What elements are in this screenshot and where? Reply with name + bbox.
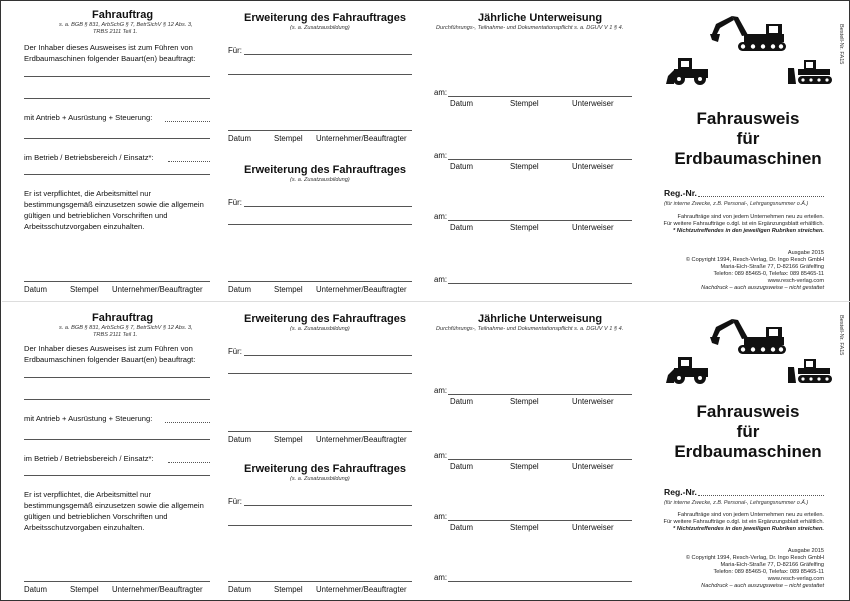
erw1-stempel: Stempel [274,435,303,444]
erweiterung-signature-2[interactable] [228,281,412,282]
betrieb-label: im Betrieb / Betriebsbereich / Einsatz*: [24,454,154,463]
bauart-line-2[interactable] [24,399,210,400]
erweiterung-subtitle-1: (s. a. Zusatzausbildung) [290,25,350,31]
bauart-line-1[interactable] [24,76,210,77]
cover-notes [652,214,824,235]
unterweisung-line-1[interactable] [448,96,632,97]
publisher-info [652,548,824,590]
cover-note-3: * Nichtzutreffendes in den jeweiligen Rubriken streichen. [673,228,824,234]
footer-unternehmer: Unternehmer/Beauftragter [112,585,203,594]
erw2-stempel: Stempel [274,285,303,294]
u3-datum: Datum [450,223,473,232]
antrieb-field[interactable] [165,121,210,122]
intro-text: Der Inhaber dieses Ausweises ist zum Führen von Erdbaumaschinen folgender Bauart(en) beauftragt: [24,43,196,63]
u2-stempel: Stempel [510,462,539,471]
cover-note-1: Fahraufträge sind von jedem Unternehmen neu zu erteilen. [677,512,824,518]
fahrauftrag-panel [2,301,216,600]
footer-stempel: Stempel [70,285,99,294]
betrieb-field[interactable] [168,161,210,162]
u2-datum: Datum [450,462,473,471]
erw1-datum: Datum [228,134,251,143]
unterweisung-line-4[interactable] [448,581,632,582]
bulldozer-icon [786,56,834,86]
cover-title-line3: Erdbaumaschinen [674,149,822,168]
license-card-2 [2,301,850,600]
cover-title-line1: Fahrausweis [696,109,800,128]
u1-stempel: Stempel [510,397,539,406]
wheel-loader-icon [666,52,712,86]
signature-line[interactable] [24,581,210,582]
u2-unterweiser: Unterweiser [572,462,614,471]
verpflichtung-text: Er ist verpflichtet, die Arbeitsmittel nur bestimmungsgemäß einzusetzen sowie die allgemein gültigen und betrieblichen Vorschriften und Arbeitsschutzvorgaben einzuhalten. [24,189,204,231]
law-reference-line2: TRBS 2111 Teil 1. [93,29,138,35]
erw2-unternehmer: Unternehmer/Beauftragter [316,585,407,594]
publisher-line-1: Ausgabe 2015 [787,548,824,554]
publisher-line-1: Ausgabe 2015 [787,250,824,256]
fuer-field-1[interactable] [244,355,412,356]
publisher-line-5: www.resch-verlag.com [767,576,824,582]
erweiterung-signature-1[interactable] [228,130,412,131]
reg-note: (für interne Zwecke, z.B. Personal-, Lehrgangsnummer o.Ä.) [664,500,809,506]
erweiterung-panel [216,2,424,301]
fuer-field-2[interactable] [244,206,412,207]
erw1-unternehmer: Unternehmer/Beauftragter [316,435,407,444]
u1-stempel: Stempel [510,99,539,108]
u3-stempel: Stempel [510,523,539,532]
law-reference-line1: s. a. BGB § 831, ArbSchG § 7, BetrSichV § 12 Abs. 3, [59,22,193,28]
cover-note-1: Fahraufträge sind von jedem Unternehmen neu zu erteilen. [677,214,824,220]
erw1-unternehmer: Unternehmer/Beauftragter [316,134,407,143]
unterweisung-line-3[interactable] [448,220,632,221]
erweiterung-line-1b[interactable] [228,74,412,75]
erweiterung-signature-1[interactable] [228,431,412,432]
am-label-4: am: [434,573,447,582]
publisher-line-2: © Copyright 1994, Resch-Verlag, Dr. Ingo Resch GmbH [685,555,824,561]
betrieb-field[interactable] [168,462,210,463]
excavator-icon [708,317,788,355]
erw1-stempel: Stempel [274,134,303,143]
am-label-3: am: [434,512,447,521]
erweiterung-title-2: Erweiterung des Fahrauftrages [244,164,406,176]
erweiterung-line-1b[interactable] [228,373,412,374]
antrieb-label: mit Antrieb + Ausrüstung + Steuerung: [24,113,153,122]
u1-unterweiser: Unterweiser [572,397,614,406]
u3-unterweiser: Unterweiser [572,223,614,232]
am-label-2: am: [434,451,447,460]
am-label-4: am: [434,275,447,284]
wheel-loader-icon [666,351,712,385]
u3-unterweiser: Unterweiser [572,523,614,532]
u1-datum: Datum [450,99,473,108]
order-number: Bestell-Nr. FA15 [838,315,844,356]
reg-number-field[interactable] [698,196,824,197]
u1-datum: Datum [450,397,473,406]
antrieb-line[interactable] [24,138,210,139]
unterweisung-title: Jährliche Unterweisung [478,12,603,24]
unterweisung-line-1[interactable] [448,394,632,395]
erweiterung-panel [216,301,424,600]
unterweisung-title: Jährliche Unterweisung [478,313,603,325]
u3-stempel: Stempel [510,223,539,232]
unterweisung-line-2[interactable] [448,459,632,460]
fuer-field-2[interactable] [244,505,412,506]
erw2-unternehmer: Unternehmer/Beauftragter [316,285,407,294]
erweiterung-title-2: Erweiterung des Fahrauftrages [244,463,406,475]
publisher-line-4: Telefon: 089 85465-0, Telefax: 089 85465-11 [713,271,824,277]
u2-datum: Datum [450,162,473,171]
erweiterung-line-2b[interactable] [228,224,412,225]
reg-label: Reg.-Nr. [664,188,697,198]
cover-note-2: Für weitere Fahraufträge o.dgl. ist ein Ergänzungsblatt erhältlich. [663,519,824,525]
fuer-label-2: Für: [228,198,242,207]
reg-note: (für interne Zwecke, z.B. Personal-, Lehrgangsnummer o.Ä.) [664,201,809,207]
am-label-2: am: [434,151,447,160]
license-card-1 [2,2,850,301]
fahrauftrag-title: Fahrauftrag [92,9,154,21]
u2-unterweiser: Unterweiser [572,162,614,171]
cover-panel [646,2,850,301]
bauart-line-2[interactable] [24,98,210,99]
erweiterung-line-2b[interactable] [228,525,412,526]
u3-datum: Datum [450,523,473,532]
unterweisung-line-4[interactable] [448,283,632,284]
cover-notes [652,512,824,533]
publisher-info [652,250,824,292]
am-label-1: am: [434,88,447,97]
cover-note-3: * Nichtzutreffendes in den jeweiligen Rubriken streichen. [673,526,824,532]
cover-title-line3: Erdbaumaschinen [674,442,822,461]
publisher-line-3: Maria-Eich-Straße 77, D-82166 Gräfelfing [720,264,824,270]
law-reference-line2: TRBS 2111 Teil 1. [93,332,138,338]
erweiterung-subtitle-2: (s. a. Zusatzausbildung) [290,177,350,183]
erweiterung-subtitle-1: (s. a. Zusatzausbildung) [290,326,350,332]
cover-title-line2: für [736,422,760,441]
fuer-label-1: Für: [228,46,242,55]
erweiterung-subtitle-2: (s. a. Zusatzausbildung) [290,476,350,482]
publisher-line-6: Nachdruck – auch auszugsweise – nicht gestattet [701,583,824,589]
footer-datum: Datum [24,285,47,294]
cover-note-2: Für weitere Fahraufträge o.dgl. ist ein Ergänzungsblatt erhältlich. [663,221,824,227]
cover-panel [646,301,850,600]
excavator-icon [708,14,788,52]
erweiterung-title-1: Erweiterung des Fahrauftrages [244,313,406,325]
erw2-stempel: Stempel [274,585,303,594]
footer-stempel: Stempel [70,585,99,594]
antrieb-label: mit Antrieb + Ausrüstung + Steuerung: [24,414,153,423]
publisher-line-6: Nachdruck – auch auszugsweise – nicht gestattet [701,285,824,291]
publisher-line-3: Maria-Eich-Straße 77, D-82166 Gräfelfing [720,562,824,568]
u2-stempel: Stempel [510,162,539,171]
erweiterung-signature-2[interactable] [228,581,412,582]
unterweisung-panel [424,2,646,301]
cover-title-line1: Fahrausweis [696,402,800,421]
erw1-datum: Datum [228,435,251,444]
footer-unternehmer: Unternehmer/Beauftragter [112,285,203,294]
verpflichtung-text: Er ist verpflichtet, die Arbeitsmittel nur bestimmungsgemäß einzusetzen sowie die allgemein gültigen und betrieblichen Vorschriften und Arbeitsschutzvorgaben einzuhalten. [24,490,204,532]
u1-unterweiser: Unterweiser [572,99,614,108]
am-label-3: am: [434,212,447,221]
erw2-datum: Datum [228,585,251,594]
am-label-1: am: [434,386,447,395]
bauart-line-1[interactable] [24,377,210,378]
antrieb-field[interactable] [165,422,210,423]
erweiterung-title-1: Erweiterung des Fahrauftrages [244,12,406,24]
signature-line[interactable] [24,281,210,282]
erw2-datum: Datum [228,285,251,294]
reg-label: Reg.-Nr. [664,487,697,497]
unterweisung-panel [424,301,646,600]
fuer-label-2: Für: [228,497,242,506]
reg-number-field[interactable] [698,495,824,496]
fahrauftrag-panel [2,2,216,301]
publisher-line-2: © Copyright 1994, Resch-Verlag, Dr. Ingo Resch GmbH [685,257,824,263]
publisher-line-4: Telefon: 089 85465-0, Telefax: 089 85465-11 [713,569,824,575]
law-reference-line1: s. a. BGB § 831, ArbSchG § 7, BetrSichV § 12 Abs. 3, [59,325,193,331]
fuer-field-1[interactable] [244,54,412,55]
publisher-line-5: www.resch-verlag.com [767,278,824,284]
antrieb-line[interactable] [24,439,210,440]
unterweisung-line-3[interactable] [448,520,632,521]
cover-title-line2: für [736,129,760,148]
footer-datum: Datum [24,585,47,594]
unterweisung-line-2[interactable] [448,159,632,160]
order-number: Bestell-Nr. FA15 [838,24,844,65]
fuer-label-1: Für: [228,347,242,356]
betrieb-line[interactable] [24,475,210,476]
unterweisung-subtitle: Durchführungs-, Teilnahme- und Dokumentationspflicht s. a. DGUV V 1 § 4. [436,326,624,332]
unterweisung-subtitle: Durchführungs-, Teilnahme- und Dokumentationspflicht s. a. DGUV V 1 § 4. [436,25,624,31]
betrieb-label: im Betrieb / Betriebsbereich / Einsatz*: [24,153,154,162]
betrieb-line[interactable] [24,174,210,175]
fahrauftrag-title: Fahrauftrag [92,312,154,324]
intro-text: Der Inhaber dieses Ausweises ist zum Führen von Erdbaumaschinen folgender Bauart(en) beauftragt: [24,344,196,364]
bulldozer-icon [786,355,834,385]
